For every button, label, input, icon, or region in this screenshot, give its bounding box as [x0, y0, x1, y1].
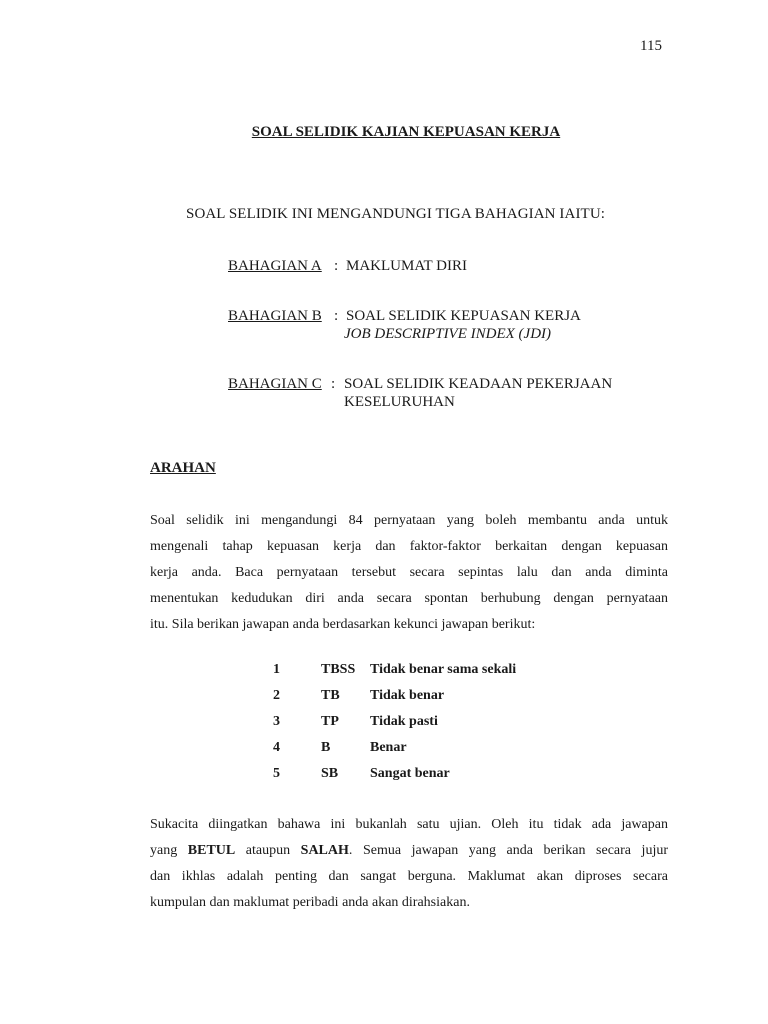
scale-code: SB: [321, 766, 339, 781]
scale-description: Benar: [370, 740, 407, 755]
scale-description: Sangat benar: [370, 766, 450, 781]
intro-text: SOAL SELIDIK INI MENGANDUNGI TIGA BAHAGIAN IAITU:: [186, 206, 606, 222]
scale-number: 3: [273, 714, 280, 729]
section-c-colon: :: [331, 376, 336, 392]
section-a-text: MAKLUMAT DIRI: [346, 258, 467, 274]
section-a-label: BAHAGIAN A: [228, 258, 322, 274]
paragraph-line: Soal selidik ini mengandungi 84 pernyataan yang boleh membantu anda untuk: [150, 513, 668, 528]
section-b-text: SOAL SELIDIK KEPUASAN KERJA: [346, 308, 581, 324]
scale-number: 5: [273, 766, 280, 781]
scale-description: Tidak benar sama sekali: [370, 662, 517, 677]
paragraph-line: [150, 838, 668, 864]
scale-code: TB: [321, 688, 340, 703]
document-title: SOAL SELIDIK KAJIAN KEPUASAN KERJA: [251, 124, 561, 140]
emphasis-betul: BETUL: [187, 843, 236, 858]
paragraph-line: dan ikhlas adalah penting dan sangat berguna. Maklumat akan diproses secara: [150, 869, 668, 884]
paragraph-line: Sukacita diingatkan bahawa ini bukanlah satu ujian. Oleh itu tidak ada jawapan: [150, 817, 668, 832]
paragraph-line: menentukan kedudukan diri anda secara spontan berhubung dengan pernyataan: [150, 591, 668, 606]
paragraph-text: . Semua jawapan yang anda berikan secara jujur: [348, 843, 668, 858]
scale-description: Tidak pasti: [370, 714, 438, 729]
scale-code: TBSS: [321, 662, 356, 677]
section-b-subtext: JOB DESCRIPTIVE INDEX (JDI): [344, 326, 552, 342]
closing-paragraph: [150, 812, 668, 916]
section-c-subtext: KESELURUHAN: [344, 394, 455, 410]
scale-code: B: [321, 740, 331, 755]
scale-description: Tidak benar: [370, 688, 445, 703]
arahan-heading: ARAHAN: [150, 460, 216, 476]
section-c-label: BAHAGIAN C: [228, 376, 322, 392]
scale-number: 4: [273, 740, 280, 755]
paragraph-line: kerja anda. Baca pernyataan tersebut secara sepintas lalu dan anda diminta: [150, 565, 668, 580]
paragraph-text: ataupun: [235, 843, 301, 858]
scale-code: TP: [321, 714, 339, 729]
instructions-paragraph: [150, 508, 668, 638]
section-b-label: BAHAGIAN B: [228, 308, 322, 324]
scale-number: 2: [273, 688, 280, 703]
scale-number: 1: [273, 662, 280, 677]
paragraph-line: kumpulan dan maklumat peribadi anda akan dirahsiakan.: [150, 895, 470, 910]
section-b-colon: :: [334, 308, 339, 324]
section-a-colon: :: [334, 258, 339, 274]
emphasis-salah: SALAH: [300, 843, 349, 858]
page-number: 115: [640, 38, 662, 54]
paragraph-text: yang: [150, 843, 188, 858]
paragraph-line: itu. Sila berikan jawapan anda berdasarkan kekunci jawapan berikut:: [150, 617, 536, 632]
section-c-text: SOAL SELIDIK KEADAAN PEKERJAAN: [344, 376, 613, 392]
paragraph-line: mengenali tahap kepuasan kerja dan faktor-faktor berkaitan dengan kepuasan: [150, 539, 668, 554]
